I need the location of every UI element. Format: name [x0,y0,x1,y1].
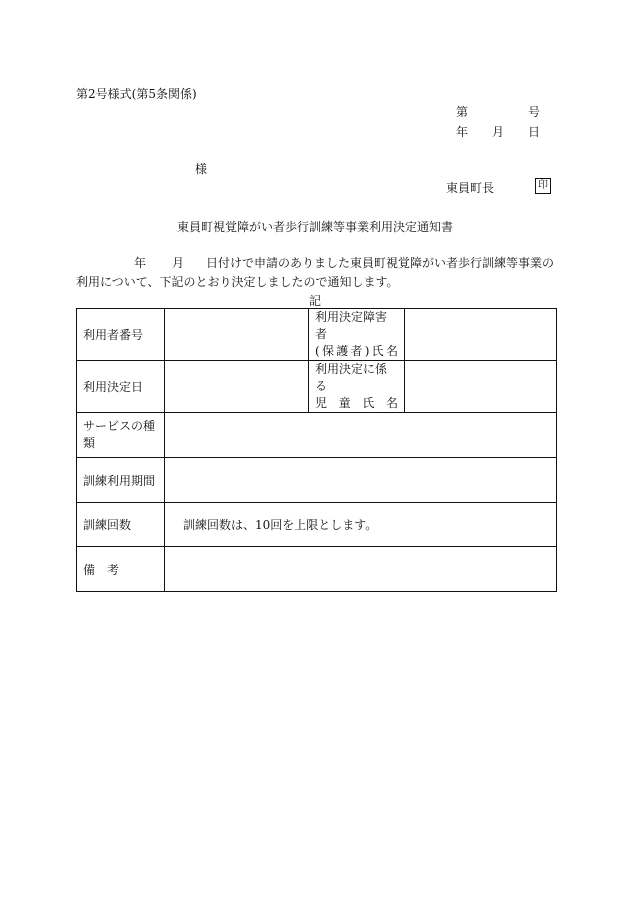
form-number-label: 第2号様式(第5条関係) [76,87,197,101]
table-row [77,413,557,458]
decision-date-field[interactable] [165,361,309,413]
date-year: 年 [456,125,469,139]
table-row [77,458,557,503]
training-count-label: 訓練回数 [77,503,165,547]
guardian-name-label [309,309,405,361]
training-period-field[interactable] [165,458,557,503]
body-line-2: 利用について、下記のとおり決定しましたので通知します。 [76,275,399,289]
body-line-1 [76,254,554,271]
remarks-label: 備 考 [77,547,165,592]
issue-date-line [456,123,540,140]
decision-table [76,308,557,592]
body-year: 年 [134,256,147,270]
training-period-label: 訓練利用期間 [77,458,165,503]
body-month: 月 [172,256,185,270]
guardian-label-line2: ( 保 護 者 ) 氏 名 [315,344,398,358]
remarks-field[interactable] [165,547,557,592]
service-type-field[interactable] [165,413,557,458]
service-type-line1: サービスの種 [83,419,156,433]
service-type-line2: 類 [83,436,96,450]
document-title: 東員町視覚障がい者歩行訓練等事業利用決定通知書 [176,220,453,234]
child-name-label [309,361,405,413]
seal-box: 印 [535,178,551,194]
sender-name: 東員町長 [446,181,495,195]
decision-date-label: 利用決定日 [77,361,165,413]
body-text-1: 日付けで申請のありました東員町視覚障がい者歩行訓練等事業の [206,256,555,270]
child-label-line1: 利用決定に係る [315,362,388,393]
date-month: 月 [491,125,504,139]
document-number-line [456,103,540,120]
guardian-label-line1: 利用決定障害者 [315,310,388,341]
child-label-line2: 児 童 氏 名 [315,396,398,410]
table-row [77,309,557,361]
table-row [77,503,557,547]
table-row [77,361,557,413]
user-number-label: 利用者番号 [77,309,165,361]
service-type-label [77,413,165,458]
user-number-field[interactable] [165,309,309,361]
date-day: 日 [527,125,540,139]
guardian-name-field[interactable] [405,309,557,361]
addressee-suffix: 様 [195,162,208,176]
child-name-field[interactable] [405,361,557,413]
training-count-value: 訓練回数は、10回を上限とします。 [165,503,557,547]
doc-no-prefix: 第 [456,105,469,119]
table-row [77,547,557,592]
doc-no-suffix: 号 [527,105,540,119]
ki-heading: 記 [308,294,321,308]
